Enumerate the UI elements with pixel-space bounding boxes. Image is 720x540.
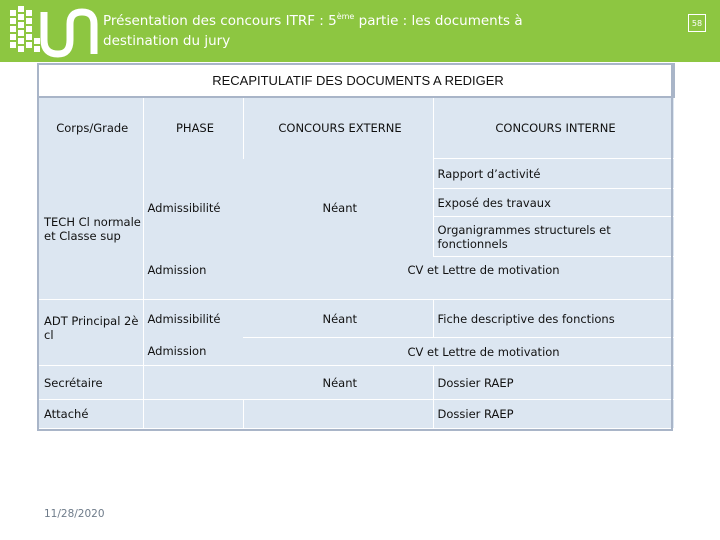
footer-date: 11/28/2020 (44, 508, 105, 520)
table-row (38, 159, 674, 189)
column-header-interne: CONCOURS INTERNE (433, 97, 674, 159)
both-adt-admission: CV et Lettre de motivation (243, 338, 674, 366)
grade-tech: TECH Cl normale et Classe sup (38, 159, 143, 300)
header-bar (0, 0, 720, 62)
university-logo-icon (8, 4, 100, 58)
table-row (38, 400, 674, 428)
column-header-externe: CONCOURS EXTERNE (243, 97, 433, 159)
table-row (38, 300, 674, 338)
column-header-grade: Corps/Grade (38, 97, 143, 159)
interne-tech-rapport: Rapport d’activité (433, 159, 674, 189)
interne-secretaire: Dossier RAEP (433, 366, 674, 400)
externe-tech-admissibilite: Néant (243, 159, 433, 257)
recap-table (37, 63, 675, 428)
phase-adt-admission: Admission (143, 338, 243, 366)
externe-secretaire: Néant (243, 366, 433, 400)
phase-tech-admission: Admission (143, 257, 243, 300)
interne-tech-expose: Exposé des travaux (433, 189, 674, 217)
interne-tech-organigrammes: Organigrammes structurels et fonctionnels (433, 217, 674, 257)
phase-tech-admissibilite: Admissibilité (143, 159, 243, 257)
grade-attache: Attaché (38, 400, 143, 428)
table-header-row (38, 97, 674, 159)
slide-title: Présentation des concours ITRF : 5ème partie : les documents à destination du jury (103, 12, 523, 49)
phase-adt-admissibilite: Admissibilité (143, 300, 243, 338)
externe-adt-admissibilite: Néant (243, 300, 433, 338)
grade-adt: ADT Principal 2è cl (38, 300, 143, 366)
interne-adt-fiche: Fiche descriptive des fonctions (433, 300, 674, 338)
interne-attache: Dossier RAEP (433, 400, 674, 428)
column-header-phase: PHASE (143, 97, 243, 159)
table-caption: RECAPITULATIF DES DOCUMENTS A REDIGER (38, 64, 674, 97)
both-tech-admission: CV et Lettre de motivation (243, 257, 674, 300)
page-number: 58 (688, 14, 706, 32)
table-row (38, 366, 674, 400)
grade-secretaire: Secrétaire (38, 366, 143, 400)
